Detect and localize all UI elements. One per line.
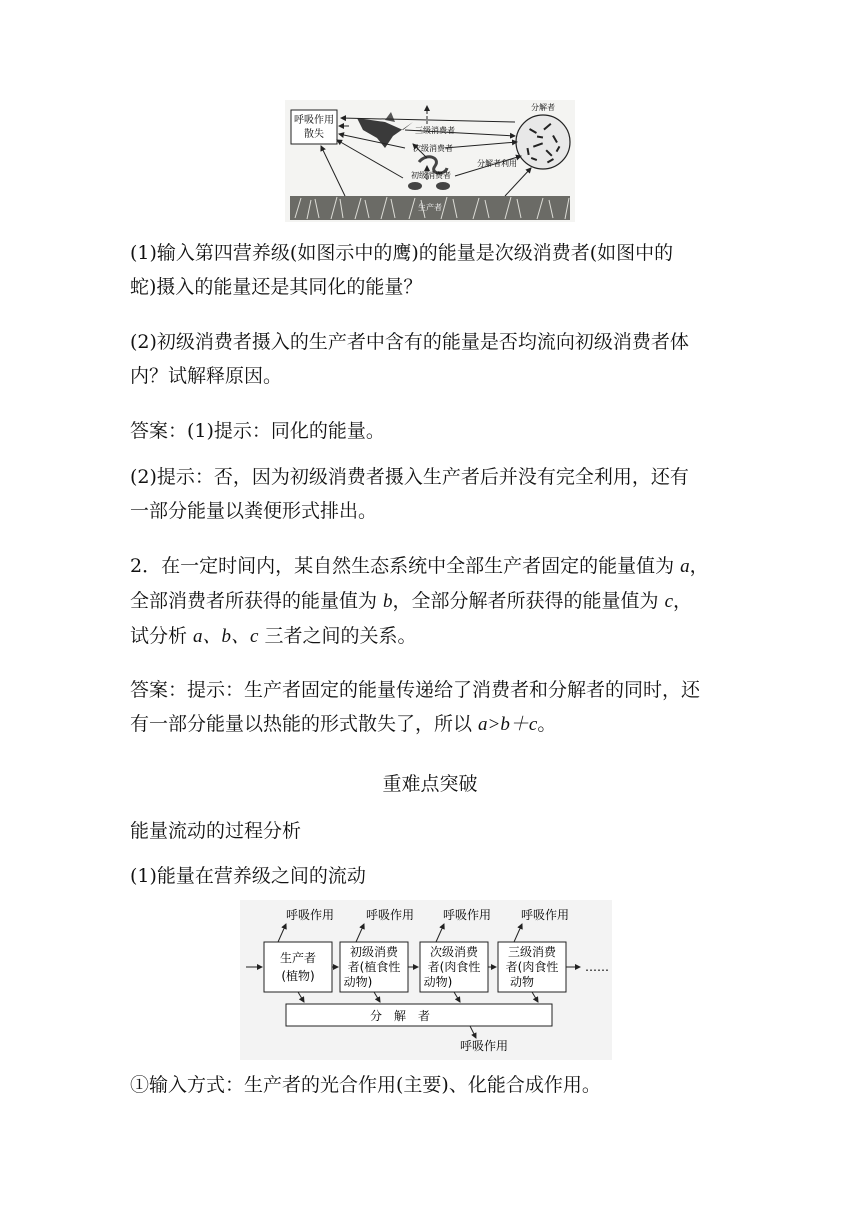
answer-2-line2: 一部分能量以粪便形式排出。 — [130, 500, 378, 522]
respiration-box-line2: 散失 — [304, 129, 324, 140]
var-a: a — [680, 556, 690, 577]
energy-flow-photo-diagram — [285, 100, 575, 222]
answer-3-line2-end: 。 — [537, 713, 557, 735]
var-b: b — [383, 591, 393, 612]
resp-label-3: 呼吸作用 — [442, 908, 492, 922]
question-3-text: 2．在一定时间内，某自然生态系统中全部生产者固定的能量值为 — [130, 555, 681, 577]
section-title: 重难点突破 — [382, 773, 478, 795]
resp-label-2: 呼吸作用 — [365, 908, 415, 922]
question-3-text: 三者之间的关系。 — [258, 625, 417, 647]
label-decomposer-use: 分解者利用 — [477, 159, 517, 168]
producer-box-line1: 生产者 — [279, 951, 317, 965]
decomposer-bar-label: 分 解 者 — [369, 1009, 431, 1023]
tertiary-box-line3: 动物 — [509, 975, 535, 989]
producer-box — [264, 942, 332, 992]
tertiary-box-line1: 三级消费 — [507, 945, 557, 959]
answer-1 — [130, 414, 730, 448]
var-c: c — [664, 591, 674, 612]
primary-box-line3: 动物) — [343, 975, 373, 989]
label-tertiary: 三级消费者 — [415, 126, 455, 135]
question-1-line1: (1)输入第四营养级(如图示中的鹰)的能量是次级消费者(如图中的 — [130, 242, 674, 264]
decomposer-circle — [516, 115, 570, 169]
inequality-expression: a>b＋c — [478, 714, 538, 735]
question-3 — [130, 549, 730, 654]
ellipsis: …… — [585, 960, 609, 974]
question-2-line2: 内？试解释原因。 — [130, 365, 283, 387]
question-3-text: ， — [673, 590, 693, 612]
question-3-text: ，全部分解者所获得的能量值为 — [392, 590, 665, 612]
question-1 — [130, 236, 730, 304]
label-producer: 生产者 — [418, 203, 442, 212]
subsection-1-text: (1)能量在营养级之间的流动 — [130, 865, 366, 887]
label-primary: 初级消费者 — [411, 171, 451, 180]
primary-box-line1: 初级消费 — [349, 945, 399, 959]
vars-abc: a、b、c — [193, 626, 259, 647]
question-2-line1: (2)初级消费者摄入的生产者中含有的能量是否均流向初级消费者体 — [130, 331, 689, 353]
question-1-line2: 蛇)摄入的能量还是其同化的能量？ — [130, 276, 423, 298]
label-decomposer: 分解者 — [531, 103, 555, 112]
answer-3-line2: 有一部分能量以热能的形式散失了，所以 — [130, 713, 479, 735]
respiration-box-line1: 呼吸作用 — [294, 115, 334, 126]
answer-3 — [130, 673, 730, 742]
answer-2-line1: (2)提示：否，因为初级消费者摄入生产者后并没有完全利用，还有 — [130, 466, 689, 488]
secondary-box-line1: 次级消费 — [429, 945, 479, 959]
producer-box-line2: (植物) — [281, 969, 315, 983]
primary-box-line2: 者(植食性 — [347, 960, 401, 974]
bottom-resp-label: 呼吸作用 — [459, 1039, 509, 1053]
energy-flow-flowchart — [240, 900, 612, 1060]
question-2 — [130, 325, 730, 393]
point-1-text: ①输入方式：生产者的光合作用(主要)、化能合成作用。 — [130, 1074, 601, 1096]
secondary-box-line3: 动物) — [423, 975, 453, 989]
label-secondary: 次级消费者 — [413, 144, 453, 153]
answer-2 — [130, 460, 730, 528]
point-1 — [130, 1068, 730, 1102]
resp-label-1: 呼吸作用 — [285, 908, 335, 922]
question-3-text: 试分析 — [130, 625, 194, 647]
resp-label-4: 呼吸作用 — [520, 908, 570, 922]
tertiary-box-line2: 者(肉食性 — [505, 960, 559, 974]
subsection-1 — [130, 859, 730, 893]
answer-3-line1: 答案：提示：生产者固定的能量传递给了消费者和分解者的同时，还 — [130, 679, 701, 701]
secondary-box-line2: 者(肉食性 — [427, 960, 481, 974]
question-3-text: ， — [689, 555, 709, 577]
subtitle-text: 能量流动的过程分析 — [130, 820, 302, 842]
subtitle — [130, 814, 730, 848]
question-3-text: 全部消费者所获得的能量值为 — [130, 590, 384, 612]
answer-1-text: 答案：(1)提示：同化的能量。 — [130, 420, 385, 442]
